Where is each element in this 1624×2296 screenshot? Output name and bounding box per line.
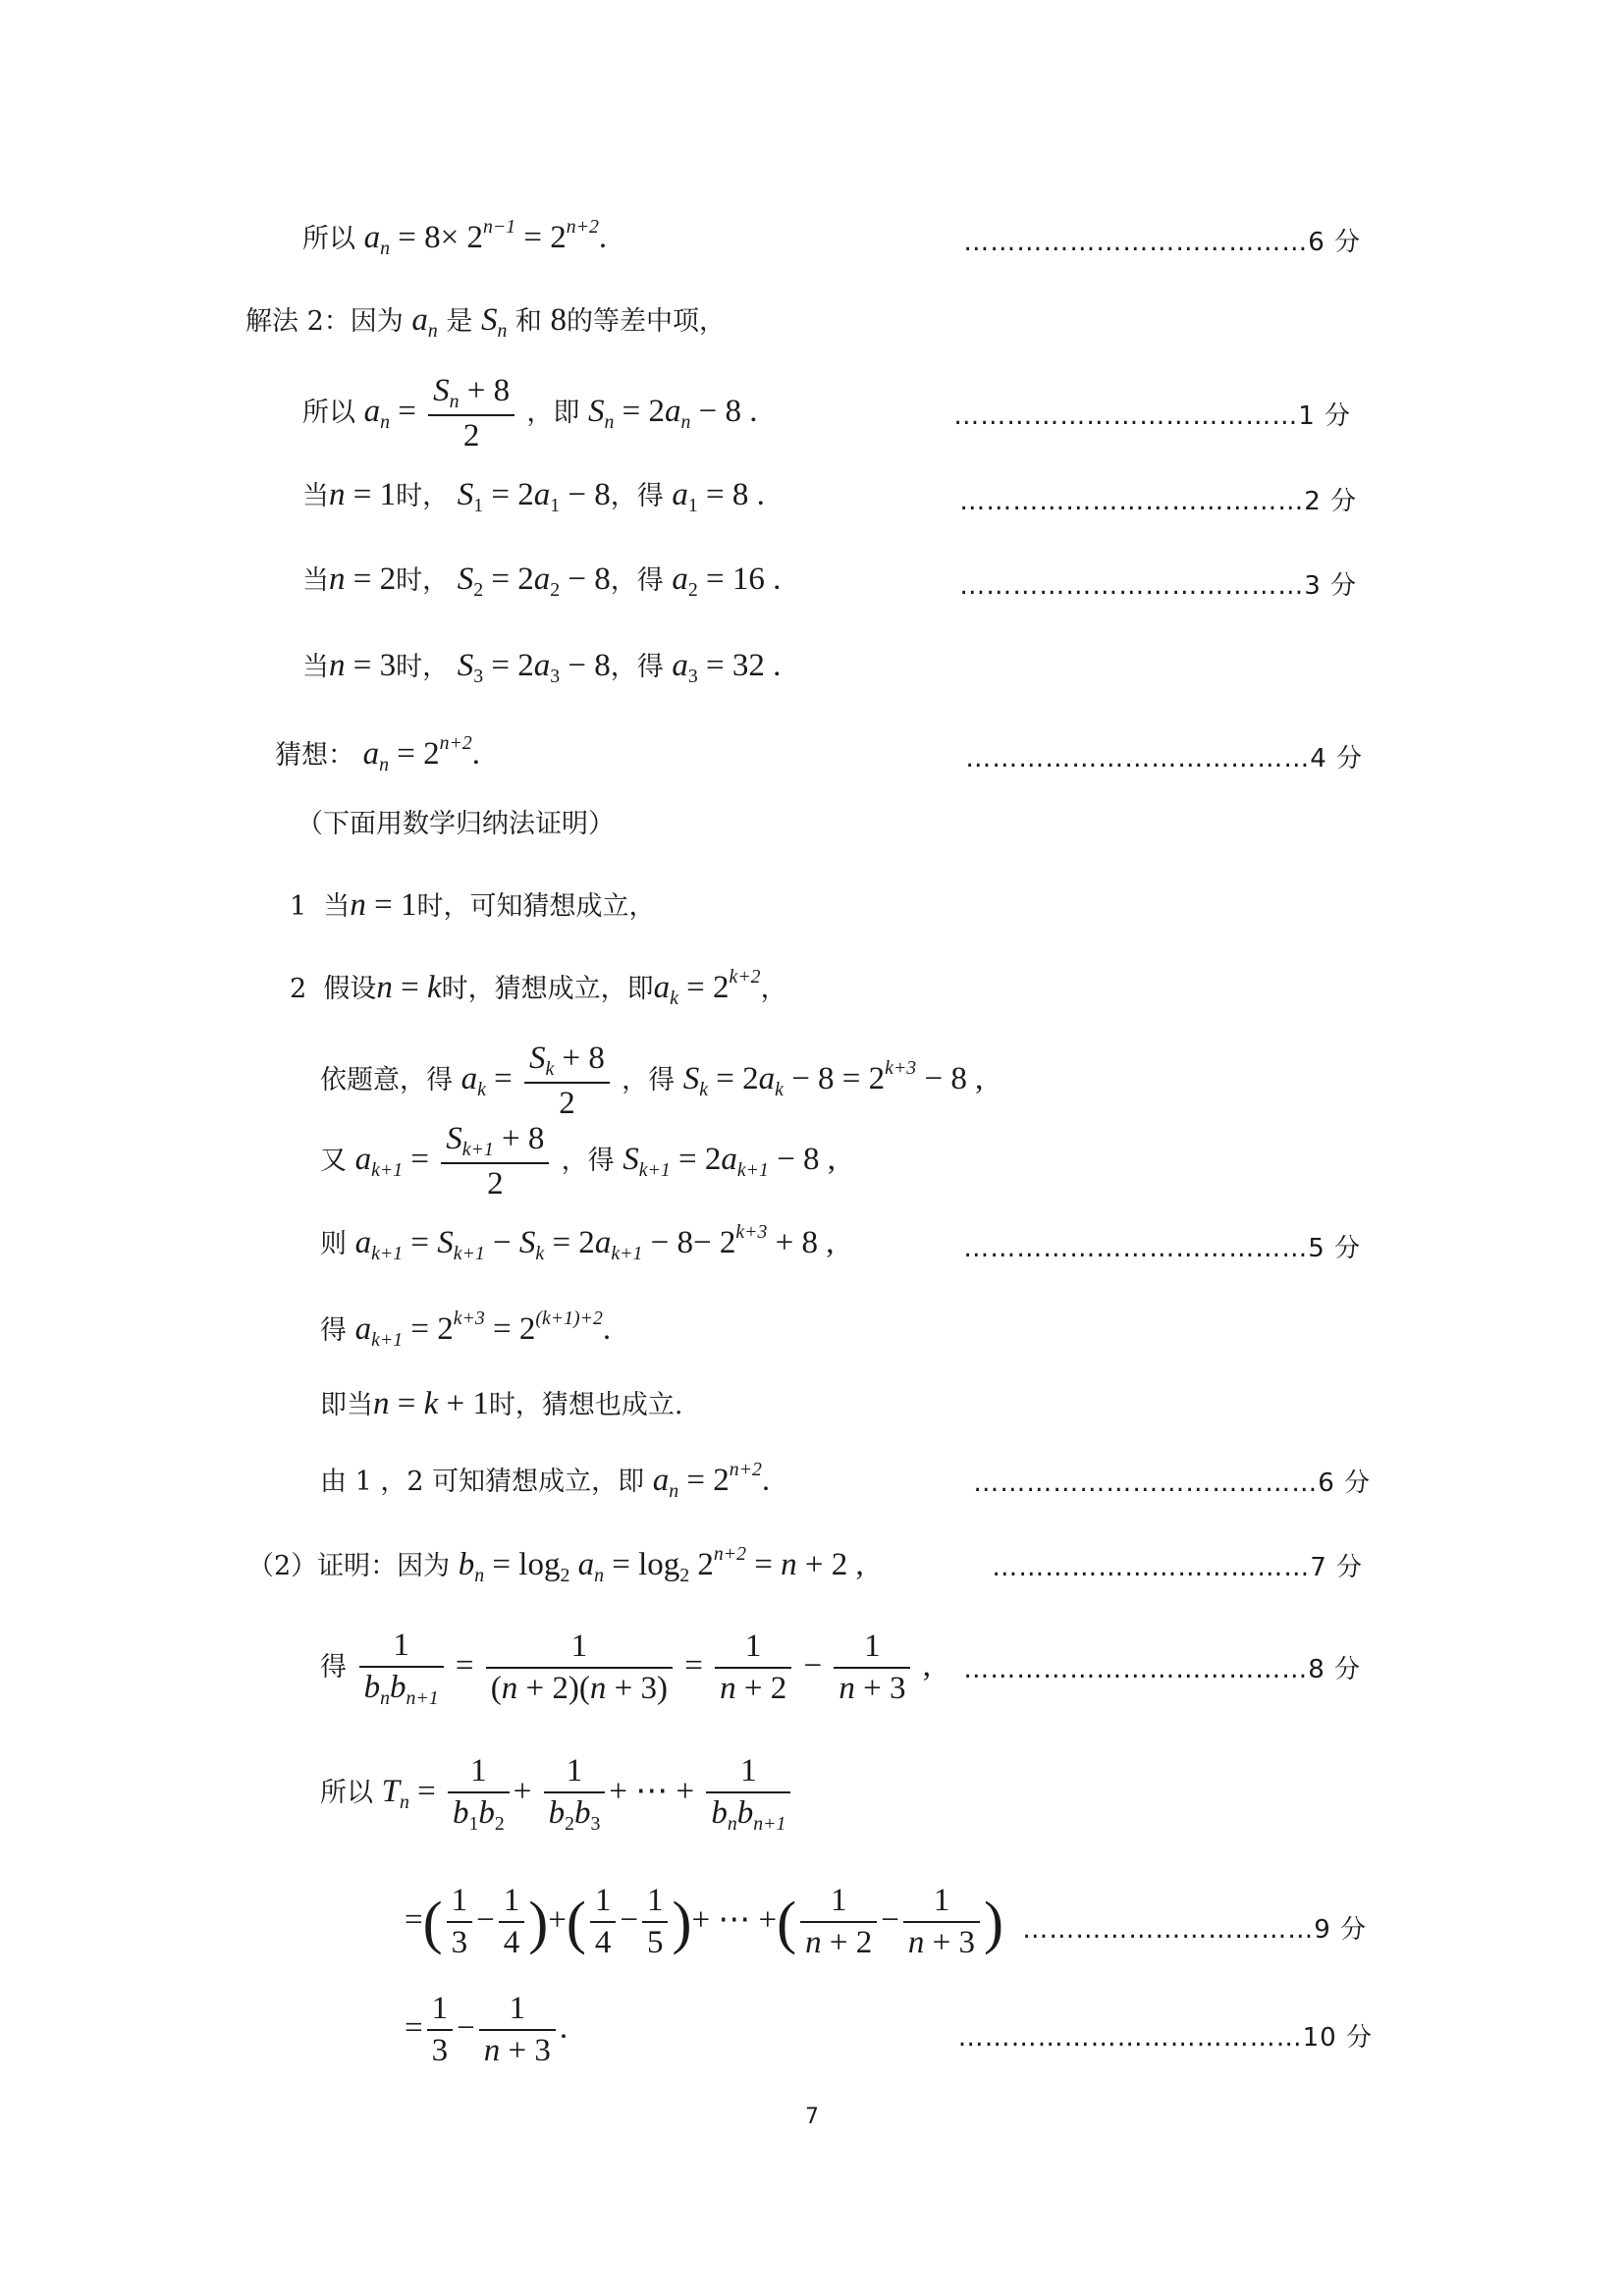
math: $S_3 = 2a_3 - 8$ (457, 648, 611, 687)
math: $S_2 = 2a_2 - 8$ (457, 561, 611, 601)
math: $S_k = 2a_k - 8 = 2^{k+3} - 8$ , (682, 1057, 984, 1100)
text: ，得 (622, 1065, 676, 1096)
line-method2 (245, 304, 726, 342)
fraction: $\frac{1}{b_2b_3}$ (544, 1751, 606, 1837)
text-end: 的等差中项， (567, 306, 727, 337)
text: 当 (302, 481, 329, 511)
math: $a_n = 2^{n+2}$. (652, 1459, 771, 1502)
text: 时， (396, 652, 450, 682)
score-3: …………………………………3 分 (959, 571, 1357, 601)
math: $a_n = 2^{n+2}$. (362, 732, 480, 775)
score-10: …………………………………10 分 (957, 2023, 1373, 2053)
line-step1 (290, 889, 655, 922)
line-then (320, 1223, 834, 1264)
math: $T_n$ = $\frac{1}{b_1b_2}$ + $\frac{1}{b_2b_3}$ + ⋯ + $\frac{1}{b_nb_{n+1}}$ (382, 1774, 795, 1809)
math: n = 1 (350, 887, 417, 923)
fraction: $\frac{1}{(n + 2)(n + 3)}$ (486, 1627, 673, 1710)
fraction: $\frac{1}{n + 2}$ (800, 1881, 877, 1964)
text: 假设 (323, 973, 377, 1004)
math: $S_1 = 2a_1 - 8$ (457, 477, 611, 516)
text: 依题意，得 (320, 1065, 453, 1096)
math: $a_3 = 32$ . (672, 648, 782, 687)
text: 得 (320, 1652, 347, 1683)
line-telescoping (405, 1881, 1003, 1964)
text: ，得 (610, 481, 664, 511)
text: 所以 (320, 1778, 373, 1809)
line-sn-equation (302, 371, 758, 456)
text: 得 (320, 1314, 347, 1346)
score-6: …………………………………6 分 (963, 228, 1361, 257)
text: ，得 (610, 565, 664, 596)
line-by-definition (320, 1039, 983, 1124)
text: 则 (320, 1228, 347, 1259)
line-n1 (302, 479, 765, 516)
math: $\frac{1}{b_nb_{n+1}}$ = $\frac{1}{(n + 2)(n + 3)}$ = $\frac{1}{n + 2}$ − $\frac{1}{n + 3}$ , (355, 1648, 931, 1683)
math: = $\frac{1}{3}$ − $\frac{1}{n + 3}$ . (405, 2010, 568, 2046)
line-step2: 2 假设n = k时，猜想成立，即$a_k = 2^{k+2}$， (290, 966, 787, 1009)
line-reciprocal (320, 1626, 931, 1711)
fraction: $\frac{S_k + 8}{2}$ (524, 1039, 610, 1124)
score-7: ………………………………7 分 (992, 1553, 1363, 1582)
page-number: 7 (805, 2105, 819, 2129)
fraction: $\frac{S_{k+1} + 8}{2}$ (441, 1119, 549, 1204)
math: $a_k = 2^{k+2}$ (653, 966, 761, 1009)
math: n = 3 (329, 648, 397, 683)
line-final (405, 1989, 568, 2072)
score-6b: …………………………………6 分 (973, 1468, 1371, 1498)
text-mid: 和 (514, 306, 542, 337)
fraction: $\frac{1}{5}$ (642, 1881, 669, 1964)
math-expression: $a_n$ = $\frac{S_n + 8}{2}$ (364, 394, 527, 429)
line-part2 (247, 1545, 864, 1586)
fraction: $\frac{1}{n + 3}$ (834, 1627, 910, 1710)
text: 由 1 ，2 可知猜想成立，即 (320, 1466, 645, 1497)
math: $a_{k+1} = S_{k+1} - S_k = 2a_{k+1} - 8- 2^{k+3} + 8$ , (354, 1221, 835, 1264)
text: 当 (323, 891, 351, 922)
math: n = 2 (329, 561, 397, 597)
line-conclusion (320, 1461, 770, 1502)
fraction: $\frac{1}{n + 3}$ (903, 1881, 980, 1964)
score-1: …………………………………1 分 (953, 401, 1351, 431)
line-n3 (302, 650, 781, 687)
text: 时， (396, 565, 450, 596)
line-tn-sum (320, 1751, 794, 1837)
math: =( $\frac{1}{3}$ − $\frac{1}{4}$ )+( $\frac{1}{4}$ − $\frac{1}{5}$ )+ ⋯ +( $\frac{1}{n + 2}$ − $\frac{1}{n + 3}$ ) (405, 1902, 1003, 1938)
text: （2）证明：因为 (247, 1550, 451, 1581)
math-expression: $a_n = 8\times 2^{n-1} = 2^{n+2}$. (363, 216, 608, 259)
fraction: $\frac{S_n + 8}{2}$ (428, 371, 514, 456)
line-holds (320, 1388, 683, 1420)
step-number: 2 (290, 973, 307, 1004)
math: $a_2 = 16$ . (672, 561, 782, 601)
score-4: …………………………………4 分 (965, 744, 1363, 774)
math: $a_{k+1} = 2^{k+3} = 2^{(k+1)+2}$. (354, 1308, 612, 1351)
text-label: 所以 (302, 223, 355, 254)
fraction: $\frac{1}{4}$ (590, 1881, 617, 1964)
text: 时， (396, 481, 450, 511)
score-2: …………………………………2 分 (959, 487, 1357, 516)
math: $a_k$ = $\frac{S_k + 8}{2}$ (461, 1061, 623, 1096)
math: $S_{k+1} = 2a_{k+1} - 8$ , (623, 1142, 837, 1181)
text: 即当 (320, 1390, 373, 1420)
math: n = 1 (329, 477, 397, 512)
fraction: $\frac{1}{b_nb_{n+1}}$ (706, 1751, 790, 1837)
text-label: 所以 (302, 398, 355, 429)
math: n = k (376, 969, 442, 1005)
text: （下面用数学归纳法证明） (297, 809, 615, 839)
step-number: 1 (290, 891, 307, 922)
math-expression: $S_n = 2a_n - 8$ . (587, 394, 758, 433)
text-mid: ，即 (526, 398, 580, 429)
score-9: ……………………………9 分 (1022, 1915, 1367, 1945)
fraction: $\frac{1}{3}$ (447, 1881, 473, 1964)
text: ，得 (561, 1146, 615, 1177)
text-label: 解法 2：因为 (245, 306, 404, 337)
math: n = k + 1 (373, 1386, 489, 1421)
text: 又 (320, 1146, 347, 1177)
fraction: $\frac{1}{b_nb_{n+1}}$ (359, 1626, 444, 1711)
line-an-formula (302, 218, 607, 259)
math: $b_n = \log_2 a_n = \log_2 2^{n+2} = n + 2$ , (458, 1543, 864, 1586)
line-result (320, 1309, 611, 1351)
score-5: …………………………………5 分 (963, 1234, 1361, 1263)
math-sn: $S_n$ (480, 302, 508, 342)
math: $a_1 = 8$ . (672, 477, 765, 516)
line-conjecture (275, 734, 480, 775)
math-an: $a_n$ (411, 302, 438, 342)
text-mid: 是 (446, 306, 473, 337)
fraction: $\frac{1}{3}$ (427, 1989, 454, 2072)
text: 时，猜想成立，即 (441, 973, 654, 1004)
line-n2 (302, 563, 781, 601)
score-8: …………………………………8 分 (963, 1655, 1361, 1684)
text-label: 猜想： (275, 739, 354, 771)
fraction: $\frac{1}{n + 3}$ (479, 1989, 556, 2072)
fraction: $\frac{1}{b_1b_2}$ (448, 1751, 510, 1837)
line-again (320, 1119, 836, 1204)
fraction: $\frac{1}{n + 2}$ (715, 1627, 791, 1710)
text: 当 (302, 652, 329, 682)
text: 时，可知猜想成立， (416, 891, 656, 922)
math: $a_{k+1}$ = $\frac{S_{k+1} + 8}{2}$ (355, 1142, 562, 1177)
text: 当 (302, 565, 329, 596)
text: 时，猜想也成立. (488, 1390, 683, 1420)
line-induction-note (297, 811, 615, 837)
fraction: $\frac{1}{4}$ (499, 1881, 525, 1964)
math-eight: 8 (550, 302, 568, 338)
text: ，得 (610, 652, 664, 682)
